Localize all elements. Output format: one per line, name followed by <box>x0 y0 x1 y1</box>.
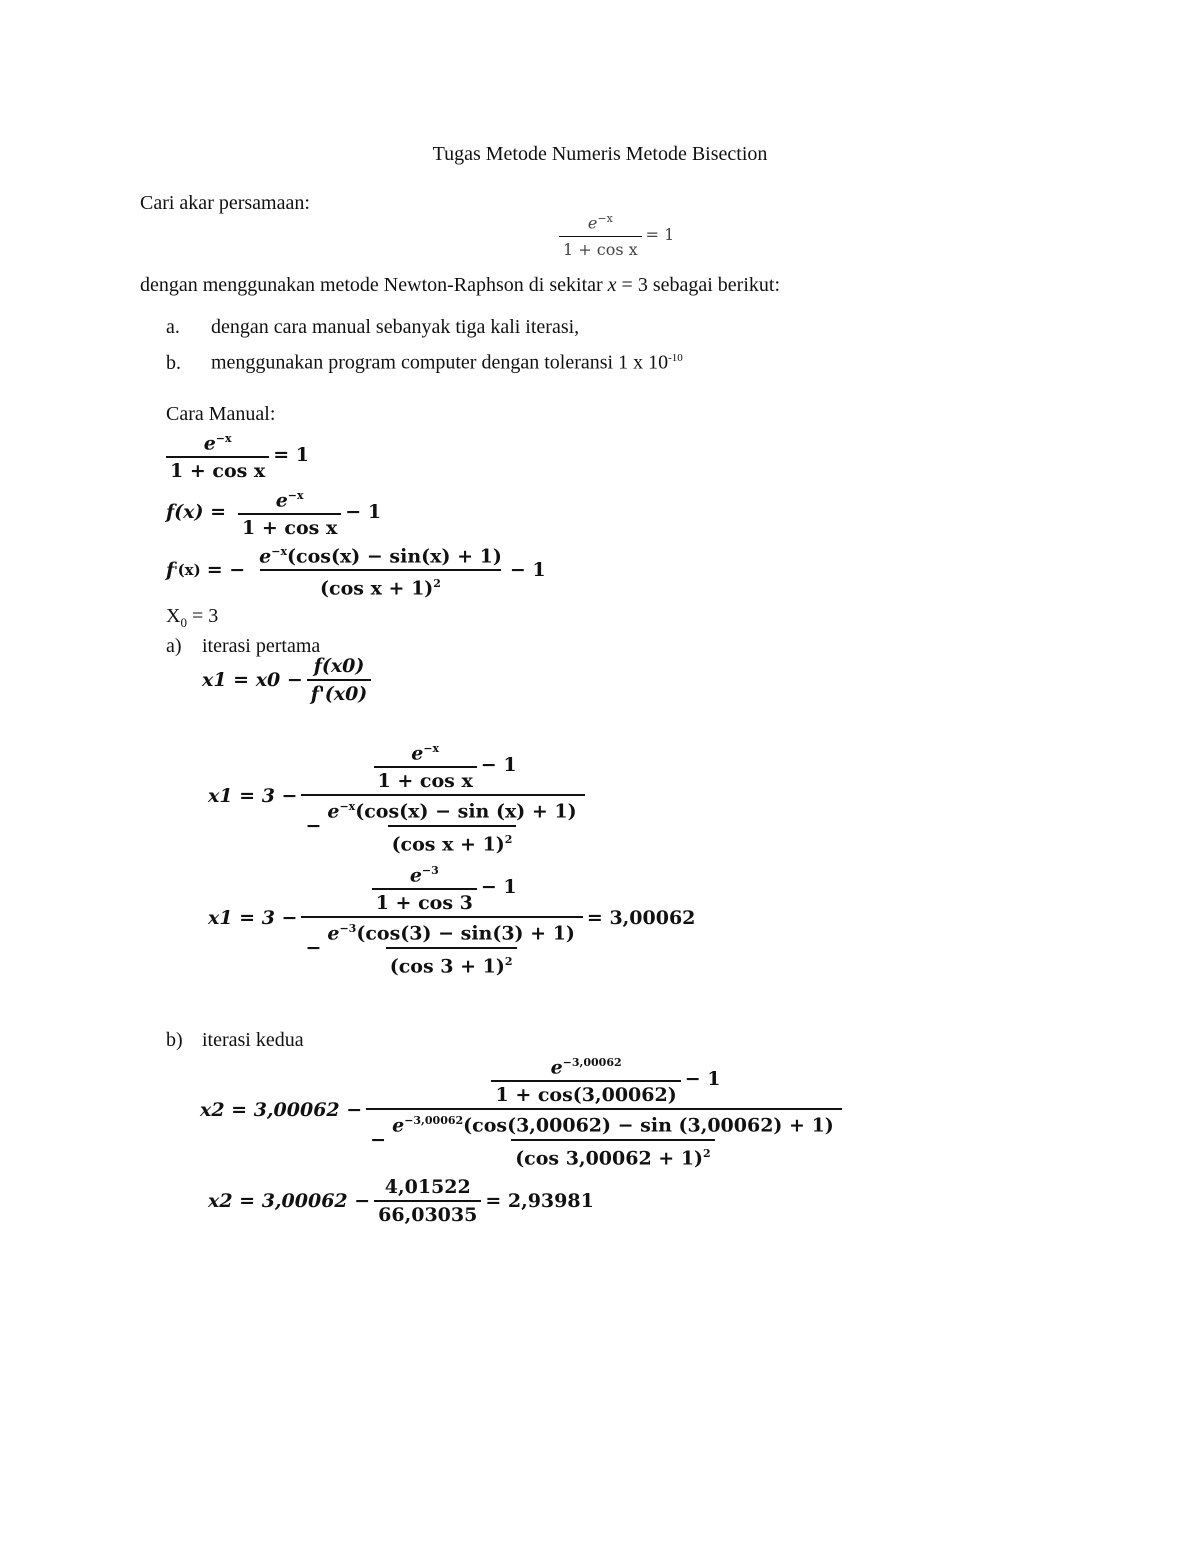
eq-top-rhs: = 1 <box>645 225 675 245</box>
iter1-step2-d-den-sup: 2 <box>504 954 513 968</box>
task-a-text: dengan cara manual sebanyak tiga kali iterasi, <box>211 316 580 338</box>
iter2-step1-d-num-rest: (cos(3,00062) − sin (3,00062) + 1) <box>463 1114 834 1137</box>
description-before: dengan menggunakan metode Newton-Raphson di sekitar <box>140 274 603 296</box>
manual-fx-num: e <box>275 489 288 512</box>
iter1-formula-fraction <box>307 655 372 705</box>
iter1-step2 <box>208 860 695 977</box>
manual-eq1-den: 1 + cos x <box>166 456 269 482</box>
iter1-step2-minus-one: − 1 <box>480 876 517 899</box>
iter1-step2-lhs: x1 = 3 − <box>208 907 298 930</box>
iter2-step1-inner-num-e: e <box>550 1056 563 1079</box>
iter1-step1-d-den: (cos x + 1) <box>391 832 505 855</box>
manual-dfx-f: f <box>166 559 175 582</box>
equation-top-fraction <box>559 208 642 261</box>
intro-text: Cari akar persamaan: <box>140 192 310 214</box>
iter2-step2-den: 66,03035 <box>374 1200 481 1226</box>
iter2-step2-fraction <box>374 1176 481 1226</box>
iter1-step1-inner-fraction <box>374 738 477 792</box>
task-b <box>166 346 683 375</box>
iter1-step1-minus-one: − 1 <box>480 754 517 777</box>
iter1-step1-d-num-sup: −x <box>339 800 356 814</box>
manual-dfx-num-rest: (cos(x) − sin(x) + 1) <box>287 545 502 568</box>
iter1-step1-d-num-rest: (cos(x) − sin (x) + 1) <box>355 800 577 823</box>
iter1-step1-neg: − <box>305 814 322 837</box>
task-a-label: a. <box>166 316 180 338</box>
manual-dfx-prime: ' <box>174 563 178 577</box>
iter2-step1-d-den: (cos 3,00062 + 1) <box>515 1146 704 1169</box>
iter2-step1-neg: − <box>370 1128 387 1151</box>
manual-x0-rest: = 3 <box>186 605 219 627</box>
task-b-label: b. <box>166 351 181 374</box>
manual-eq1-rhs: = 1 <box>273 444 310 467</box>
iter2-step1-d-den-sup: 2 <box>703 1146 711 1160</box>
task-b-sup: -10 <box>668 352 683 364</box>
description-var: x <box>607 274 617 296</box>
manual-dfx-den: (cos x + 1) <box>320 577 434 600</box>
manual-dfx-x: (x) <box>177 561 201 580</box>
eq-top-den: 1 + cos x <box>559 236 642 261</box>
iter2-step1-d-num-e: e <box>392 1114 405 1137</box>
iter2-step1-d-num-sup: −3,00062 <box>404 1114 464 1128</box>
iter1-step1-inner-den: 1 + cos x <box>374 766 477 792</box>
iter1-step1-d-den-sup: 2 <box>504 832 513 846</box>
iter2-step1-deriv-fraction <box>388 1110 838 1169</box>
iter1-formula-num: f(x0) <box>313 655 365 677</box>
manual-x0-sub: 0 <box>180 615 187 630</box>
iter1-step1 <box>208 738 589 855</box>
iter2-step1-fraction <box>366 1052 842 1169</box>
manual-dfx-num-sup: −x <box>271 545 288 558</box>
iter1-label: a) <box>166 635 182 657</box>
iter1-step2-neg: − <box>305 936 322 959</box>
manual-eq1-num: e <box>203 432 216 455</box>
manual-fx-num-sup: −x <box>287 489 304 502</box>
manual-fx-fraction <box>238 485 341 539</box>
manual-dfx-num-e: e <box>259 545 272 568</box>
iter2-step1-inner-num-sup: −3,00062 <box>562 1056 622 1069</box>
iter1-step1-inner-num-sup: −x <box>423 742 440 755</box>
manual-dfx-rhs: − 1 <box>509 559 546 582</box>
iter1-formula-den: f'(x0) <box>307 679 372 705</box>
iter1-step2-fraction <box>301 860 582 977</box>
manual-dfx-eq: = − <box>206 559 246 582</box>
iter1-step2-deriv-fraction <box>323 918 579 977</box>
iter1-step2-d-num-sup: −3 <box>339 922 357 936</box>
manual-heading: Cara Manual: <box>166 403 276 425</box>
iter1-step1-inner-num-e: e <box>411 742 424 765</box>
manual-eq1-fraction <box>166 428 269 482</box>
iter1-title: iterasi pertama <box>202 635 321 657</box>
iter1-formula-lhs: x1 = x0 − <box>202 669 303 691</box>
manual-eq1 <box>162 428 309 482</box>
iter1-step2-inner-num-sup: −3 <box>421 864 439 877</box>
description-text <box>140 273 780 297</box>
iter2-step2 <box>208 1176 594 1226</box>
iter2-step1 <box>200 1052 846 1169</box>
iter2-step1-inner-den: 1 + cos(3,00062) <box>491 1080 680 1106</box>
iter1-step2-inner-den: 1 + cos 3 <box>372 888 477 914</box>
task-a <box>166 315 579 339</box>
iter1-step2-inner-fraction <box>372 860 477 914</box>
iter2-step2-result: = 2,93981 <box>485 1190 594 1212</box>
iter1-step1-deriv-fraction <box>323 796 580 855</box>
iter1-step1-d-num-e: e <box>327 800 340 823</box>
manual-eq1-num-sup: −x <box>215 432 232 445</box>
iter1-step2-result: = 3,00062 <box>586 907 696 930</box>
manual-fx <box>166 485 381 539</box>
manual-x0-label: X <box>166 605 181 627</box>
iter1-step1-fraction <box>301 738 584 855</box>
iter2-step1-minus-one: − 1 <box>684 1068 721 1091</box>
manual-fx-lhs: f(x) = <box>166 501 227 524</box>
iter2-title: iterasi kedua <box>202 1029 304 1051</box>
manual-dfx-fraction <box>255 541 506 600</box>
iter1-step2-d-num-rest: (cos(3) − sin(3) + 1) <box>356 922 575 945</box>
iter2-heading <box>166 1028 304 1052</box>
iter1-step1-lhs: x1 = 3 − <box>208 785 298 808</box>
iter2-step2-lhs: x2 = 3,00062 − <box>208 1190 371 1212</box>
eq-top-num: e <box>587 213 598 233</box>
page-title: Tugas Metode Numeris Metode Bisection <box>432 143 768 165</box>
description-after: = 3 sebagai berikut: <box>621 274 781 296</box>
task-b-text: menggunakan program computer dengan toleransi 1 x 10 <box>211 351 669 374</box>
iter2-step1-inner-fraction <box>491 1052 680 1106</box>
iter2-step2-num: 4,01522 <box>384 1176 471 1198</box>
iter1-step2-d-num-e: e <box>327 922 340 945</box>
iter1-step2-inner-num-e: e <box>409 864 422 887</box>
iter2-label: b) <box>166 1029 183 1051</box>
manual-fx-rhs: − 1 <box>345 501 382 524</box>
iter1-step2-d-den: (cos 3 + 1) <box>389 954 505 977</box>
iter1-formula <box>202 655 375 705</box>
equation-top <box>555 208 674 261</box>
eq-top-num-sup: −x <box>597 212 613 225</box>
manual-fx-den: 1 + cos x <box>238 513 341 539</box>
iter2-step1-lhs: x2 = 3,00062 − <box>200 1099 363 1122</box>
manual-dfx <box>166 541 546 600</box>
manual-dfx-den-sup: 2 <box>433 577 441 591</box>
manual-x0 <box>166 604 218 635</box>
